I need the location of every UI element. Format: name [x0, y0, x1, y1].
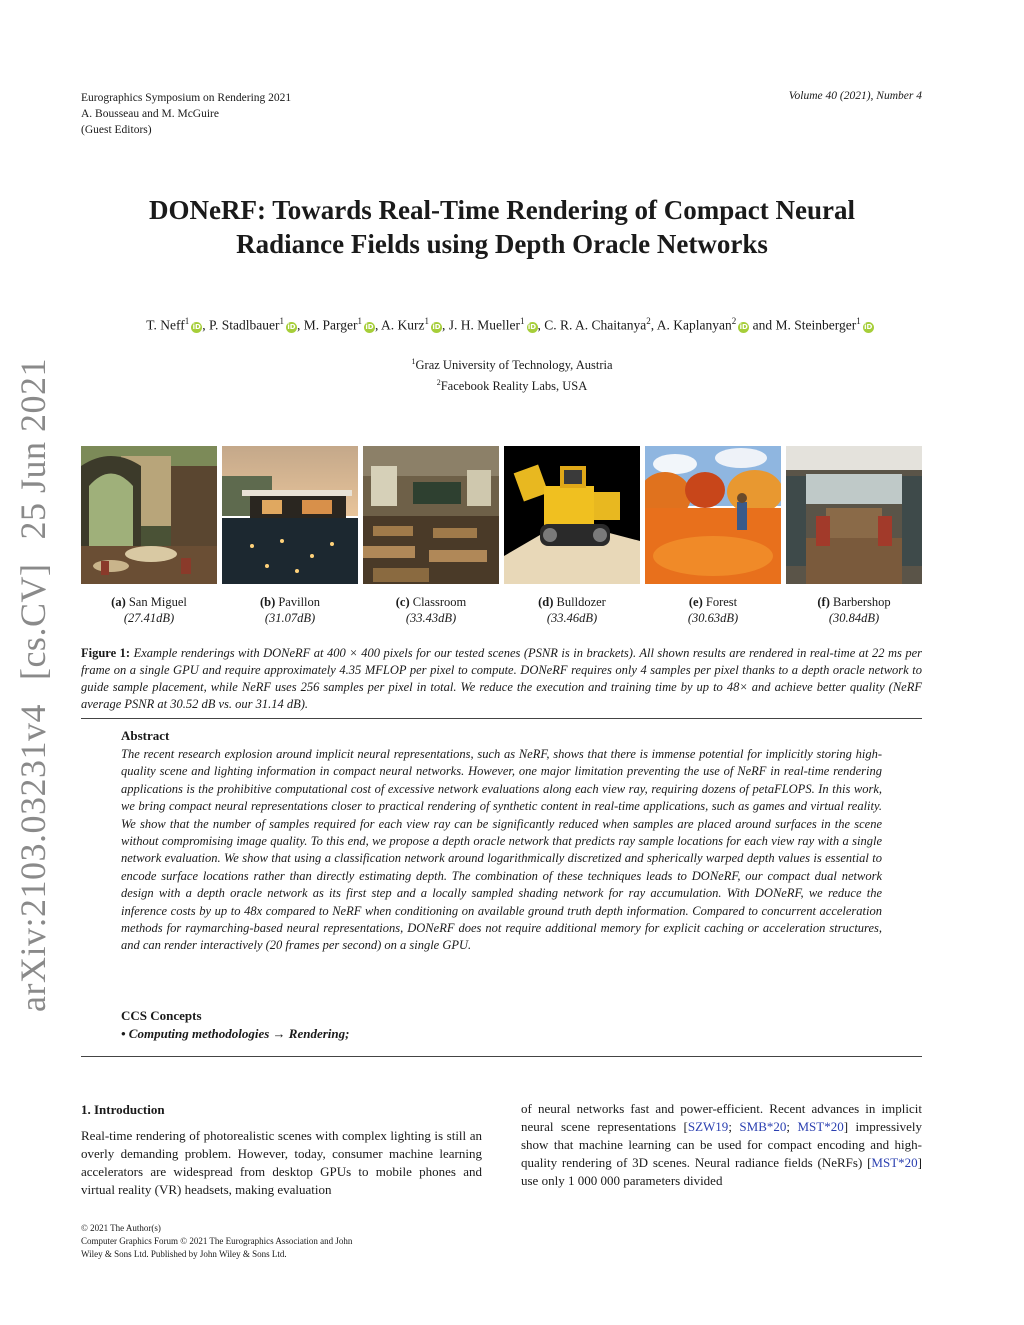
affiliation-marker: 1	[520, 316, 525, 326]
author-name: T. Neff	[146, 317, 185, 333]
intro-right-column: of neural networks fast and power-efficient. Recent advances in implicit neural scene representations [SZW19; SMB*20; MST*20] impressively show that machine learning can be used for compact encoding and high-quality rendering of 3D scenes. Neural radiance fields (NeRFs) [MST*20] use only 1 000 000 parameters divided	[521, 1101, 922, 1188]
header-line: (Guest Editors)	[81, 124, 152, 136]
arxiv-id: arXiv:2103.03231v4	[13, 704, 53, 1012]
figure-1-caption	[81, 645, 922, 713]
title-line-1: DONeRF: Towards Real-Time Rendering of Compact Neural	[149, 195, 855, 225]
title-line-2: Radiance Fields using Depth Oracle Networks	[236, 229, 768, 259]
affiliation-marker: 1	[279, 316, 284, 326]
orcid-icon[interactable]: iD	[864, 322, 873, 331]
paper-title	[100, 193, 904, 261]
subfigure-caption: (a) San Miguel (27.41dB)	[111, 595, 187, 625]
affiliation-marker: 1	[424, 316, 429, 326]
orcid-icon[interactable]: iD	[739, 322, 748, 331]
affiliation-marker: 2	[731, 316, 737, 326]
ccs-concepts: • Computing methodologies → Rendering;	[121, 1026, 350, 1041]
conference-header	[81, 90, 291, 138]
forest-render	[645, 446, 781, 584]
ccs-heading: CCS Concepts	[121, 1008, 202, 1023]
header-line: Eurographics Symposium on Rendering 2021	[81, 92, 292, 104]
san-miguel-render	[81, 446, 217, 584]
copyright-footer: © 2021 The Author(s) Computer Graphics Forum © 2021 The Eurographics Association and John Wiley & Sons Ltd. Published by John Wiley & Sons Ltd.	[81, 1223, 353, 1259]
figure-label: Figure 1:	[81, 646, 131, 660]
author-name: J. H. Mueller	[448, 317, 520, 333]
author-name: C. R. A. Chaitanya	[544, 317, 647, 333]
subfigure-captions	[81, 594, 921, 634]
orcid-icon[interactable]: iD	[432, 322, 441, 331]
author-name: M. Steinberger	[775, 317, 857, 333]
subfigure-caption: (d) Bulldozer (33.46dB)	[538, 595, 606, 625]
affiliation-marker: 1	[856, 316, 861, 326]
author-list: T. Neff$^1$iD, P. Stadlbauer$^1$iD, M. Parger$^1$iD, A. Kurz$^1$iD, J. H. Mueller$^1$iD, C. R. A. Chaitanya$^2$, A. Kaplanyan$^2$iD and M. Steinberger$^1$iD	[146, 316, 873, 333]
affiliation-2: $^2$Facebook Reality Labs, USA	[436, 378, 588, 394]
subfigure-caption: (f) Barbershop (30.84dB)	[817, 595, 891, 625]
arxiv-category: [cs.CV]	[13, 563, 53, 681]
divider	[81, 718, 922, 719]
citation-link[interactable]: MST*20	[797, 1119, 844, 1134]
author-name: P. Stadlbauer	[208, 317, 280, 333]
figure-1-renderings	[81, 446, 921, 584]
orcid-icon[interactable]: iD	[192, 322, 201, 331]
barbershop-render	[786, 446, 922, 584]
author-name: A. Kaplanyan	[656, 317, 732, 333]
affiliation-marker: 1	[357, 316, 362, 326]
orcid-icon[interactable]: iD	[527, 322, 537, 331]
section-heading: 1. Introduction	[81, 1102, 165, 1117]
abstract-text: The recent research explosion around implicit neural representations, such as NeRF, shows that there is immense potential for implicitly storing high-quality scene and lighting information in compact neural networks. However, one major limitation preventing the use of NeRF in real-time rendering applications is the prohibitive computational cost of excessive network evaluations along each view ray, requiring dozens of petaFLOPS. In this work, we bring compact neural representations closer to practical rendering of synthetic content in real-time applications, such as games and virtual reality. We show that the number of samples required for each view ray can be significantly reduced when samples are placed around surfaces in the scene without compromising image quality. To this end, we propose a depth oracle network that predicts ray sample locations for each view ray with a single network evaluation. We show that using a classification network around logarithmically discretized and spherically warped depth values is essential to encode surface locations rather than directly estimating depth. The combination of these techniques leads to DONeRF, our compact dual network design with a depth oracle network as its first step and a locally sampled shading network for ray accumulation. With DONeRF, we reduce the inference costs by up to 48x compared to NeRF when conditioning on available ground truth depth information. Compared to concurrent acceleration methods for raymarching-based neural representations, DONeRF does not require additional memory for explicit caching or acceleration structures, and can render interactively (20 frames per second) on a single GPU.	[121, 747, 882, 953]
affiliation-marker: 1	[184, 316, 190, 326]
classroom-render	[363, 446, 499, 584]
subfigure-caption: (b) Pavillon (31.07dB)	[259, 595, 321, 625]
header-line: A. Bousseau and M. McGuire	[81, 108, 219, 120]
citation-link[interactable]: SMB*20	[739, 1119, 787, 1134]
orcid-icon[interactable]: iD	[365, 322, 374, 331]
arxiv-stamp	[12, 352, 54, 1012]
intro-left-column: Real-time rendering of photorealistic scenes with complex lighting is still an overly demanding problem. However, today, consumer machine learning accelerators are widespread from desktop GPUs to mobile phones and virtual reality (VR) headsets, making evaluation	[81, 1128, 482, 1197]
arxiv-date: 25 Jun 2021	[13, 358, 53, 540]
divider	[81, 1056, 922, 1057]
affiliation-marker: 2	[646, 316, 651, 326]
orcid-icon[interactable]: iD	[287, 322, 296, 331]
pavillon-render	[222, 446, 358, 584]
subfigure-caption: (e) Forest (30.63dB)	[687, 595, 739, 625]
citation-link[interactable]: MST*20	[871, 1155, 918, 1170]
bulldozer-render	[504, 446, 640, 584]
citation-link[interactable]: SZW19	[687, 1119, 729, 1134]
author-name: A. Kurz	[381, 317, 425, 333]
volume-info: Volume 40 (2021), Number 4	[788, 90, 922, 102]
subfigure-caption: (c) Classroom (33.43dB)	[395, 595, 467, 625]
affiliations	[262, 353, 762, 395]
abstract-heading: Abstract	[121, 728, 170, 743]
author-name: M. Parger	[303, 317, 358, 333]
affiliation-1: $^1$Graz University of Technology, Austria	[411, 357, 613, 373]
figure-caption-text: Example renderings with DONeRF at 400 × 400 pixels for our tested scenes (PSNR is in brackets). All shown results are rendered in real-time at 22 ms per frame on a single GPU and require approximately 4.35 MFLOP per pixel to compute. DONeRF requires only 4 samples per pixel thanks to a depth oracle network to guide sample placement, while NeRF uses 256 samples per pixel in total. We reduce the execution and training time by up to 48× and achieve better quality (NeRF average PSNR at 30.52 dB vs. our 31.14 dB).	[81, 646, 923, 711]
